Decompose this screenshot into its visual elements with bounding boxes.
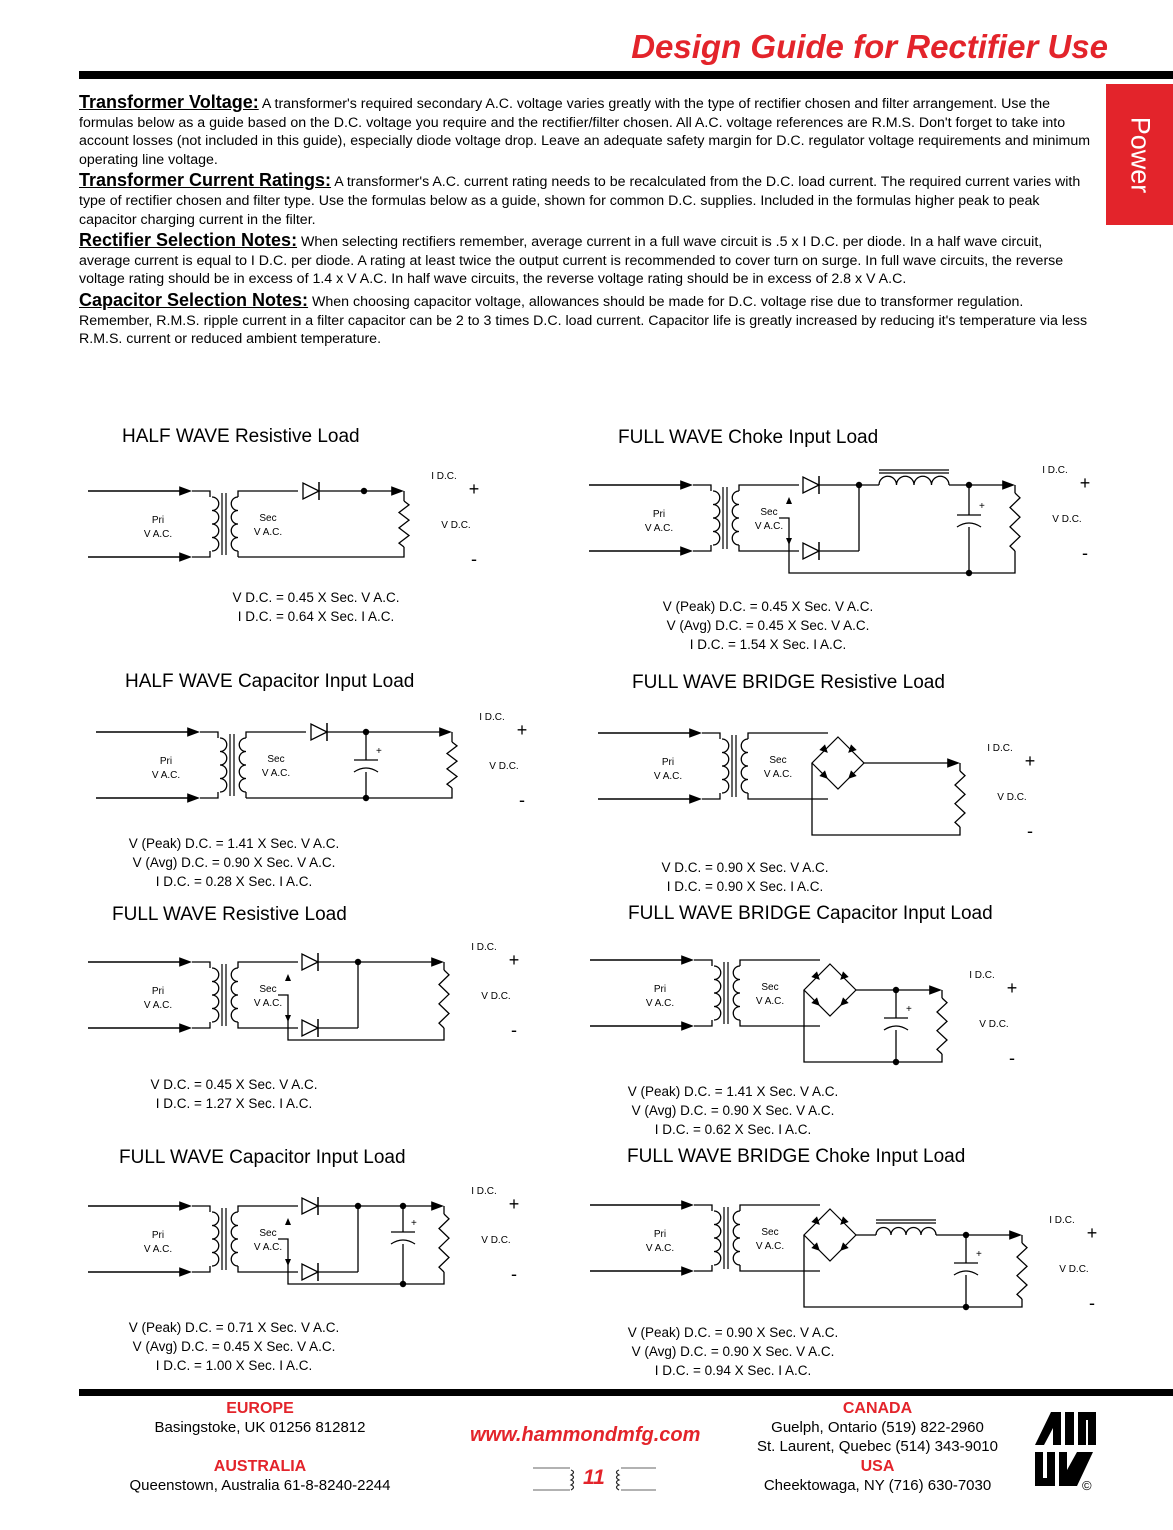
- current-arrow: [681, 1200, 694, 1210]
- positive-terminal: +: [516, 720, 528, 740]
- diode-symbol: [803, 477, 819, 493]
- current-arrow: [681, 1021, 694, 1031]
- transformer-winding: [231, 1212, 238, 1266]
- transformer-winding: [231, 968, 238, 1022]
- transformer-winding: [733, 1211, 740, 1265]
- vdc-label: V D.C.: [441, 520, 471, 531]
- wire: [694, 1265, 712, 1271]
- wire: [192, 1022, 210, 1028]
- current-arrow: [681, 1266, 694, 1276]
- circuit-title: HALF WAVE Capacitor Input Load: [125, 671, 415, 692]
- bridge-diode: [819, 770, 830, 781]
- circuit-formula: V (Avg) D.C. = 0.90 X Sec. V A.C.: [631, 1344, 835, 1359]
- wire: [740, 960, 770, 966]
- note-heading: Rectifier Selection Notes:: [79, 230, 298, 251]
- wire: [740, 1265, 770, 1271]
- note-rectifier-selection: [79, 231, 1096, 289]
- vdc-label: V D.C.: [481, 1235, 511, 1246]
- primary-label: Pri: [151, 986, 165, 997]
- junction-dot: [963, 1232, 969, 1238]
- bridge-diode: [811, 971, 822, 982]
- capacitor-plate: [957, 523, 981, 527]
- note-heading: Capacitor Selection Notes:: [79, 289, 309, 310]
- choke-inductor: [876, 1228, 936, 1236]
- capacitor-plate: [884, 1026, 908, 1030]
- section-tab-power[interactable]: [1106, 84, 1173, 225]
- resistor-symbol: [1017, 1243, 1027, 1299]
- circuit-formula: V (Avg) D.C. = 0.45 X Sec. V A.C.: [132, 1339, 336, 1354]
- wire: [702, 733, 720, 739]
- circuit-full-res: [88, 904, 519, 1111]
- bridge-diode: [837, 1242, 848, 1253]
- current-arrow: [285, 1015, 291, 1022]
- circuit-half-res: [88, 426, 479, 624]
- circuit-half-cap: [96, 671, 527, 889]
- circuit-title: FULL WAVE BRIDGE Capacitor Input Load: [628, 903, 993, 924]
- note-transformer-current: [79, 171, 1096, 229]
- circuit-title: FULL WAVE BRIDGE Choke Input Load: [627, 1146, 966, 1167]
- junction-dot: [355, 959, 361, 965]
- idc-label: I D.C.: [471, 942, 497, 953]
- address-australia: Queenstown, Australia 61-8-8240-2244: [129, 1477, 391, 1494]
- junction-dot: [400, 1281, 406, 1287]
- current-arrow: [680, 546, 693, 556]
- bridge-diode: [845, 744, 856, 755]
- secondary-vac-label: V A.C.: [253, 998, 283, 1009]
- secondary-vac-label: V A.C.: [755, 1241, 785, 1252]
- transformer-winding: [714, 966, 721, 1020]
- wire: [693, 485, 711, 491]
- current-arrow: [439, 727, 452, 737]
- capacitor-polarity: +: [979, 501, 985, 512]
- wire: [804, 990, 942, 1062]
- circuit-title: HALF WAVE Resistive Load: [122, 426, 360, 447]
- transformer-winding: [741, 739, 748, 793]
- circuit-formula: I D.C. = 0.28 X Sec. I A.C.: [155, 874, 313, 889]
- secondary-label: Sec: [259, 513, 277, 524]
- wire: [702, 793, 720, 799]
- positive-terminal: +: [1024, 751, 1036, 771]
- wire: [740, 1020, 770, 1026]
- circuit-formula: I D.C. = 0.64 X Sec. I A.C.: [237, 609, 395, 624]
- transformer-winding: [239, 738, 246, 792]
- secondary-label: Sec: [259, 984, 277, 995]
- idc-label: I D.C.: [479, 712, 505, 723]
- negative-terminal: -: [1082, 543, 1088, 563]
- circuit-formula: I D.C. = 0.62 X Sec. I A.C.: [654, 1122, 812, 1137]
- idc-label: I D.C.: [987, 743, 1013, 754]
- junction-dot: [355, 1203, 361, 1209]
- current-arrow: [179, 552, 192, 562]
- current-arrow: [786, 497, 792, 504]
- circuit-formula: V D.C. = 0.90 X Sec. V A.C.: [661, 860, 829, 875]
- choke-inductor: [879, 476, 949, 485]
- current-arrow: [187, 727, 200, 737]
- design-notes: [79, 93, 1096, 351]
- secondary-label: Sec: [267, 754, 285, 765]
- secondary-vac-label: V A.C.: [253, 527, 283, 538]
- circuit-formula: I D.C. = 1.00 X Sec. I A.C.: [155, 1358, 313, 1373]
- resistor-symbol: [439, 1214, 449, 1272]
- circuit-formula: V (Peak) D.C. = 1.41 X Sec. V A.C.: [627, 1084, 839, 1099]
- address-canada-st-laurent: St. Laurent, Quebec (514) 343-9010: [757, 1438, 998, 1455]
- wire: [779, 518, 1015, 573]
- primary-vac-label: V A.C.: [143, 1244, 173, 1255]
- resistor-symbol: [1010, 493, 1020, 551]
- circuit-formula: V D.C. = 0.45 X Sec. V A.C.: [232, 590, 400, 605]
- capacitor-polarity: +: [411, 1218, 417, 1229]
- current-arrow: [391, 486, 404, 496]
- page-title: Design Guide for Rectifier Use: [631, 28, 1108, 65]
- bridge-diode: [811, 1216, 822, 1227]
- circuit-full-cap: [88, 1147, 519, 1373]
- copyright-symbol: ©: [1082, 1478, 1092, 1493]
- header-rule: [79, 71, 1173, 79]
- wire: [739, 485, 799, 491]
- primary-vac-label: V A.C.: [645, 998, 675, 1009]
- wire: [238, 962, 298, 968]
- positive-terminal: +: [468, 479, 480, 499]
- current-arrow: [947, 758, 960, 768]
- current-arrow: [179, 486, 192, 496]
- footer-rule: [79, 1389, 1173, 1396]
- positive-terminal: +: [1086, 1223, 1098, 1243]
- primary-vac-label: V A.C.: [645, 1243, 675, 1254]
- circuit-title: FULL WAVE Capacitor Input Load: [119, 1147, 406, 1168]
- vdc-label: V D.C.: [489, 761, 519, 772]
- bridge-diode: [811, 997, 822, 1008]
- junction-dot: [966, 482, 972, 488]
- positive-terminal: +: [1006, 978, 1018, 998]
- bridge-diode: [837, 971, 848, 982]
- circuit-formula: I D.C. = 1.54 X Sec. I A.C.: [689, 637, 847, 652]
- current-arrow: [285, 1218, 291, 1225]
- note-text: A transformer's required secondary A.C. voltage varies greatly with the type of rectifier chosen and filter arrangement. Use the formulas below as a guide based on the D.C. voltage you require and the rectifier/filter chosen. All A.C. voltage references are R.M.S. Don't forget to take into account losses (not included in this guide), especially diode voltage drop. Leave an adequate safety margin for D.C. regulator voltage requirements and minimum operating line voltage.: [79, 96, 1091, 168]
- bridge-diode: [811, 1242, 822, 1253]
- negative-terminal: -: [1027, 821, 1033, 841]
- wire: [192, 962, 210, 968]
- positive-terminal: +: [1079, 473, 1091, 493]
- primary-label: Pri: [652, 509, 666, 520]
- diode-symbol: [311, 724, 327, 740]
- wire: [739, 545, 799, 551]
- idc-label: I D.C.: [1042, 465, 1068, 476]
- transformer-winding: [732, 491, 739, 545]
- junction-dot: [963, 1304, 969, 1310]
- vdc-label: V D.C.: [979, 1019, 1009, 1030]
- diode-symbol: [302, 1264, 318, 1280]
- capacitor-plate: [391, 1240, 415, 1244]
- junction-dot: [893, 987, 899, 993]
- vdc-label: V D.C.: [481, 991, 511, 1002]
- secondary-vac-label: V A.C.: [261, 768, 291, 779]
- primary-vac-label: V A.C.: [151, 770, 181, 781]
- region-australia: AUSTRALIA: [213, 1458, 307, 1475]
- negative-terminal: -: [471, 549, 477, 569]
- region-canada: CANADA: [842, 1400, 913, 1417]
- note-heading: Transformer Current Ratings:: [79, 170, 332, 191]
- primary-label: Pri: [151, 515, 165, 526]
- current-arrow: [431, 1201, 444, 1211]
- resistor-symbol: [399, 501, 409, 547]
- region-europe: EUROPE: [226, 1400, 294, 1417]
- junction-dot: [361, 488, 367, 494]
- primary-vac-label: V A.C.: [143, 1000, 173, 1011]
- wire: [238, 1022, 298, 1028]
- page-number: 11: [583, 1466, 605, 1489]
- circuit-bridge-cap: [590, 903, 1017, 1137]
- idc-label: I D.C.: [969, 970, 995, 981]
- diode-symbol: [303, 483, 319, 499]
- circuit-title: FULL WAVE BRIDGE Resistive Load: [632, 672, 945, 693]
- junction-dot: [400, 1203, 406, 1209]
- circuit-formula: V (Peak) D.C. = 0.45 X Sec. V A.C.: [662, 599, 874, 614]
- capacitor-polarity: +: [906, 1004, 912, 1015]
- primary-label: Pri: [159, 756, 173, 767]
- idc-label: I D.C.: [431, 471, 457, 482]
- circuit-title: FULL WAVE Choke Input Load: [618, 427, 879, 448]
- wire: [192, 551, 210, 557]
- section-tab-label: Power: [1125, 116, 1155, 193]
- junction-dot: [966, 570, 972, 576]
- note-text: A transformer's A.C. current rating needs to be recalculated from the D.C. load current. The required current varies with type of rectifier chosen and filter type. Use the formulas below as a guide, shown for common D.C. supplies. Included in the formulas higher peak to peak capacitor charging current in the filter.: [79, 174, 1081, 228]
- current-arrow: [179, 1201, 192, 1211]
- resistor-symbol: [439, 970, 449, 1028]
- bridge-diode: [845, 770, 856, 781]
- wire: [748, 733, 778, 739]
- positive-terminal: +: [508, 1194, 520, 1214]
- current-arrow: [680, 480, 693, 490]
- wire: [246, 788, 452, 798]
- circuit-formula: I D.C. = 0.94 X Sec. I A.C.: [654, 1363, 812, 1378]
- junction-dot: [856, 482, 862, 488]
- primary-vac-label: V A.C.: [143, 529, 173, 540]
- wire: [238, 547, 404, 557]
- primary-vac-label: V A.C.: [653, 771, 683, 782]
- bridge-diode: [837, 1216, 848, 1227]
- capacitor-polarity: +: [976, 1249, 982, 1260]
- resistor-symbol: [447, 742, 457, 788]
- wire: [238, 1206, 298, 1212]
- junction-dot: [363, 795, 369, 801]
- circuit-formula: I D.C. = 1.27 X Sec. I A.C.: [155, 1096, 313, 1111]
- current-arrow: [689, 728, 702, 738]
- primary-label: Pri: [151, 1230, 165, 1241]
- circuit-bridge-choke: [590, 1146, 1097, 1378]
- current-arrow: [179, 1023, 192, 1033]
- capacitor-polarity: +: [376, 746, 382, 757]
- transformer-winding: [722, 739, 729, 793]
- primary-label: Pri: [653, 984, 667, 995]
- vdc-label: V D.C.: [1059, 1264, 1089, 1275]
- secondary-label: Sec: [761, 982, 779, 993]
- address-europe: Basingstoke, UK 01256 812812: [154, 1419, 366, 1436]
- wire: [200, 792, 218, 798]
- current-arrow: [1009, 1230, 1022, 1240]
- circuit-formula: V D.C. = 0.45 X Sec. V A.C.: [150, 1077, 318, 1092]
- current-arrow: [179, 957, 192, 967]
- current-arrow: [929, 985, 942, 995]
- address-usa: Cheektowaga, NY (716) 630-7030: [763, 1477, 992, 1494]
- wire: [694, 1020, 712, 1026]
- resistor-symbol: [955, 771, 965, 827]
- circuit-formula: V (Peak) D.C. = 1.41 X Sec. V A.C.: [128, 836, 340, 851]
- circuit-formula: V (Avg) D.C. = 0.45 X Sec. V A.C.: [666, 618, 870, 633]
- bridge-rectifier: [804, 1209, 856, 1261]
- circuit-bridge-res: [598, 672, 1035, 894]
- negative-terminal: -: [511, 1020, 517, 1040]
- wire: [693, 545, 711, 551]
- idc-label: I D.C.: [1049, 1215, 1075, 1226]
- negative-terminal: -: [519, 790, 525, 810]
- wire: [192, 1206, 210, 1212]
- wire: [238, 491, 298, 497]
- capacitor-plate: [954, 1271, 978, 1275]
- current-arrow: [689, 794, 702, 804]
- diode-symbol: [302, 954, 318, 970]
- current-arrow: [179, 1267, 192, 1277]
- wire: [278, 995, 444, 1040]
- diode-symbol: [302, 1020, 318, 1036]
- current-arrow: [786, 538, 792, 545]
- wire: [200, 732, 218, 738]
- current-arrow: [285, 1259, 291, 1266]
- transformer-winding: [231, 497, 238, 551]
- wire: [694, 1205, 712, 1211]
- secondary-vac-label: V A.C.: [763, 769, 793, 780]
- wire: [278, 1239, 444, 1284]
- secondary-label: Sec: [259, 1228, 277, 1239]
- wire: [748, 793, 778, 799]
- transformer-winding: [220, 738, 227, 792]
- address-canada-guelph: Guelph, Ontario (519) 822-2960: [771, 1419, 984, 1436]
- bridge-rectifier: [804, 964, 856, 1016]
- note-text: When choosing capacitor voltage, allowances should be made for D.C. voltage rise due to transformer regulation. Remember, R.M.S. ripple current in a filter capacitor can be 2 to 3 times D.C. load current. Capacitor life is greatly increased by reducing it's temperature via less R.M.S. current or reduced ambient temperature.: [79, 293, 1088, 348]
- current-arrow: [1002, 480, 1015, 490]
- wire: [192, 1266, 210, 1272]
- vdc-label: V D.C.: [997, 792, 1027, 803]
- current-arrow: [285, 974, 291, 981]
- region-usa: USA: [860, 1458, 895, 1475]
- secondary-label: Sec: [769, 755, 787, 766]
- bridge-rectifier: [812, 737, 864, 789]
- current-arrow: [681, 955, 694, 965]
- negative-terminal: -: [1009, 1048, 1015, 1068]
- positive-terminal: +: [508, 950, 520, 970]
- circuit-formula: V (Avg) D.C. = 0.90 X Sec. V A.C.: [631, 1103, 835, 1118]
- secondary-label: Sec: [760, 507, 778, 518]
- diode-symbol: [803, 543, 819, 559]
- transformer-winding: [212, 968, 219, 1022]
- primary-vac-label: V A.C.: [644, 523, 674, 534]
- secondary-vac-label: V A.C.: [754, 521, 784, 532]
- vdc-label: V D.C.: [1052, 514, 1082, 525]
- circuit-full-choke: [589, 427, 1090, 652]
- wire: [740, 1205, 770, 1211]
- circuit-title: FULL WAVE Resistive Load: [112, 904, 347, 925]
- resistor-symbol: [937, 998, 947, 1054]
- transformer-winding: [733, 966, 740, 1020]
- primary-label: Pri: [653, 1229, 667, 1240]
- circuit-formula: I D.C. = 0.90 X Sec. I A.C.: [666, 879, 824, 894]
- junction-dot: [363, 729, 369, 735]
- website-link[interactable]: www.hammondmfg.com: [470, 1424, 701, 1446]
- wire: [694, 960, 712, 966]
- secondary-vac-label: V A.C.: [755, 996, 785, 1007]
- capacitor-plate: [354, 768, 378, 772]
- secondary-vac-label: V A.C.: [253, 1242, 283, 1253]
- bridge-diode: [819, 744, 830, 755]
- transformer-winding: [212, 497, 219, 551]
- current-arrow: [187, 793, 200, 803]
- circuit-formula: V (Peak) D.C. = 0.90 X Sec. V A.C.: [627, 1325, 839, 1340]
- negative-terminal: -: [511, 1264, 517, 1284]
- transformer-winding: [714, 1211, 721, 1265]
- transformer-winding: [713, 491, 720, 545]
- wire: [246, 732, 306, 738]
- wire: [238, 1266, 298, 1272]
- primary-label: Pri: [661, 757, 675, 768]
- circuit-formula: V (Avg) D.C. = 0.90 X Sec. V A.C.: [132, 855, 336, 870]
- current-arrow: [431, 957, 444, 967]
- wire: [804, 1235, 1022, 1307]
- note-capacitor-selection: [79, 291, 1096, 349]
- transformer-winding: [212, 1212, 219, 1266]
- note-heading: Transformer Voltage:: [79, 92, 259, 112]
- junction-dot: [893, 1059, 899, 1065]
- bridge-diode: [837, 997, 848, 1008]
- circuit-formula: V (Peak) D.C. = 0.71 X Sec. V A.C.: [128, 1320, 340, 1335]
- note-transformer-voltage: [79, 93, 1096, 169]
- note-text: When selecting rectifiers remember, average current in a full wave circuit is .5 x I D.C. per diode. In a half wave circuit, average current is equal to I D.C. per diode. A rating at least twice the output current is recommended to cover turn on surge. In full wave circuits, the reverse voltage rating should be in excess of 1.4 x V A.C. In half wave circuits, the reverse voltage rating should be in excess of 2.8 x V A.C.: [79, 234, 1064, 288]
- diode-symbol: [302, 1198, 318, 1214]
- negative-terminal: -: [1089, 1293, 1095, 1313]
- idc-label: I D.C.: [471, 1186, 497, 1197]
- wire: [192, 491, 210, 497]
- secondary-label: Sec: [761, 1227, 779, 1238]
- wire: [812, 763, 960, 835]
